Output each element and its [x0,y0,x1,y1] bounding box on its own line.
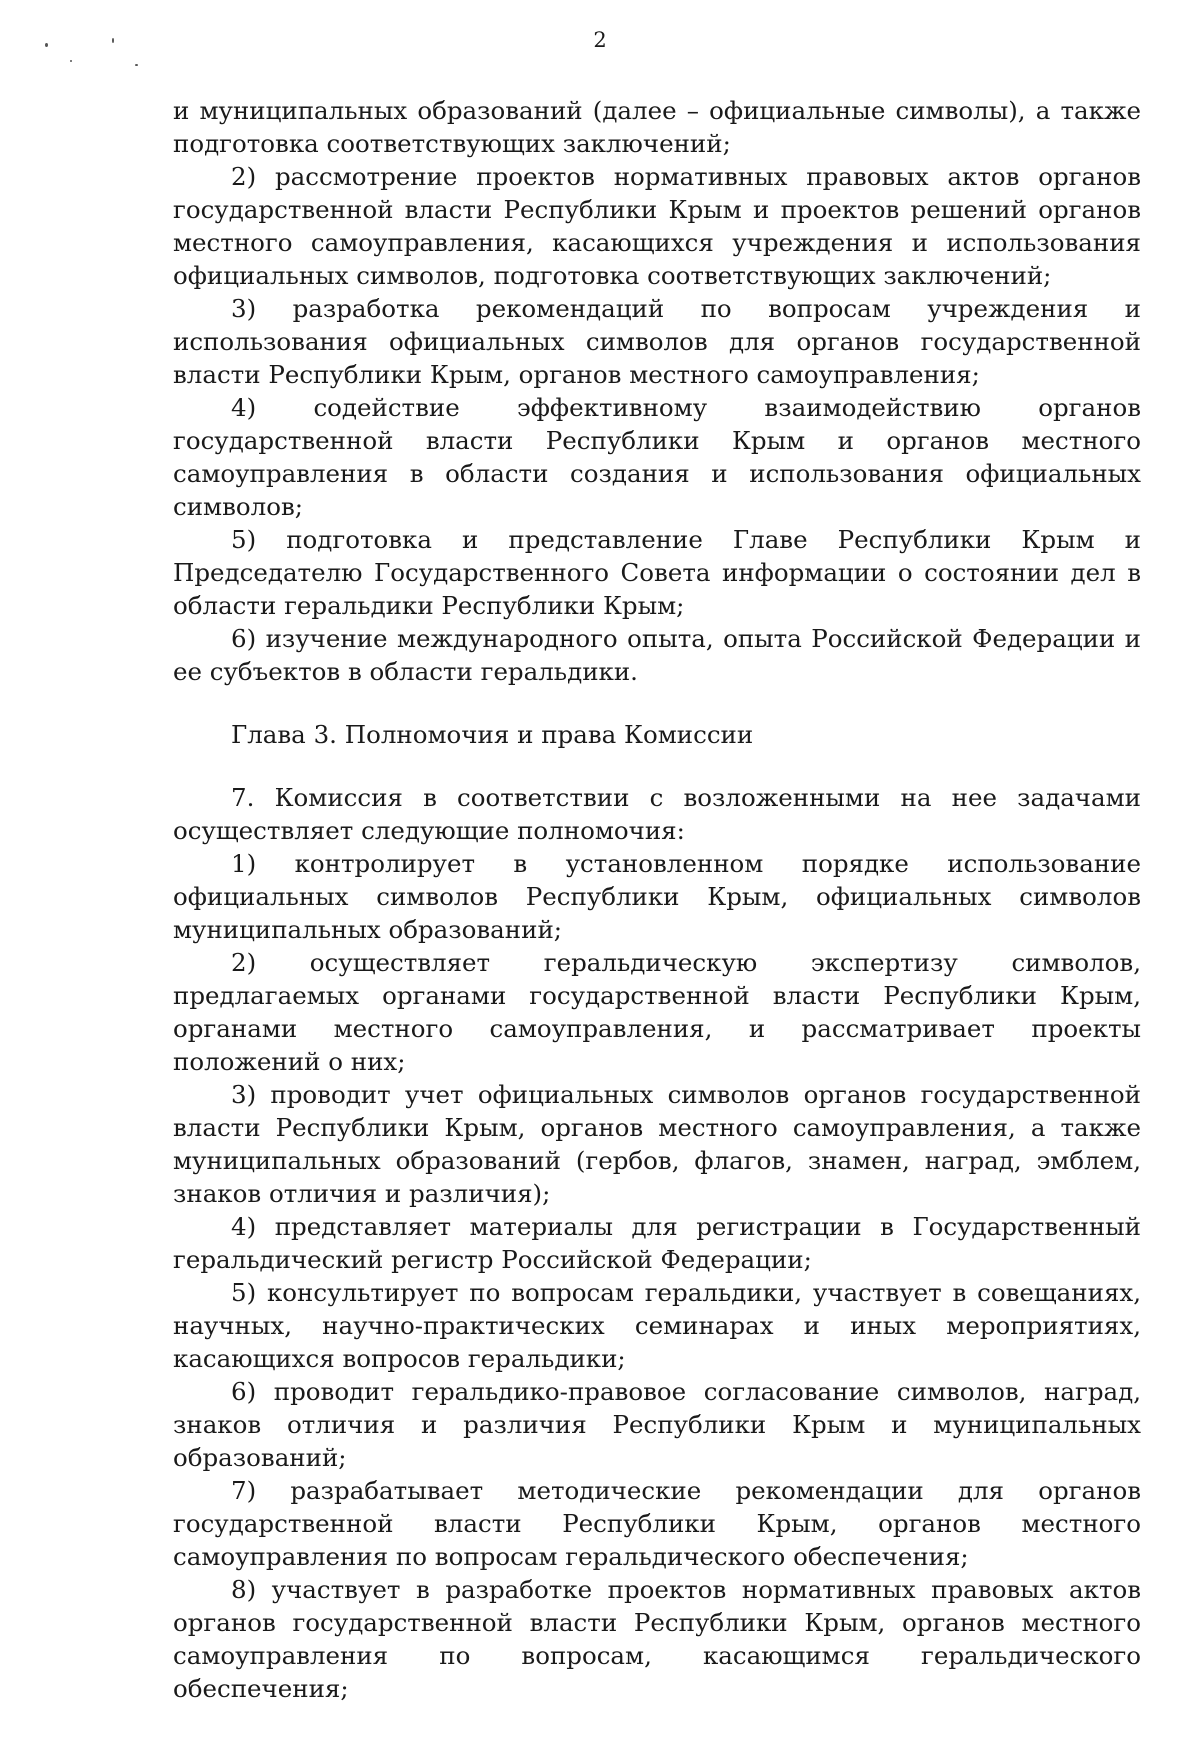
paragraph: 4) представляет материалы для регистрации в Государственный геральдический регистр Российской Федерации; [173,1212,1141,1274]
document-body [173,94,1141,1705]
paragraph: 5) консультирует по вопросам геральдики, участвует в совещаниях, научных, научно-практических семинарах и иных мероприятиях, касающихся вопросов геральдики; [173,1278,1141,1373]
paragraph: 4) содействие эффективному взаимодействию органов государственной власти Республики Крым и органов местного самоуправления в области создания и использования официальных символов; [173,393,1141,521]
paragraph: 7. Комиссия в соответствии с возложенными на нее задачами осуществляет следующие полномочия: [173,783,1141,845]
paragraph: и муниципальных образований (далее – официальные символы), а также подготовка соответствующих заключений; [173,96,1141,158]
paragraph: 7) разрабатывает методические рекомендации для органов государственной власти Республики Крым, органов местного самоуправления по вопросам геральдического обеспечения; [173,1476,1141,1571]
paragraph: 6) изучение международного опыта, опыта Российской Федерации и ее субъектов в области геральдики. [173,624,1141,686]
paragraph: 3) разработка рекомендаций по вопросам учреждения и использования официальных символов для органов государственной власти Республики Крым, органов местного самоуправления; [173,294,1141,389]
paragraph: 2) осуществляет геральдическую экспертизу символов, предлагаемых органами государственной власти Республики Крым, органами местного самоуправления, и рассматривает проекты положений о них; [173,948,1141,1076]
page-number: 2 [593,28,607,52]
paragraph: 6) проводит геральдико-правовое согласование символов, наград, знаков отличия и различия Республики Крым и муниципальных образований; [173,1377,1141,1472]
paragraph: 5) подготовка и представление Главе Республики Крым и Председателю Государственного Совета информации о состоянии дел в области геральдики Республики Крым; [173,525,1141,620]
scan-dot [135,64,138,66]
scan-dot [70,60,72,62]
paragraph: 1) контролирует в установленном порядке использование официальных символов Республики Крым, официальных символов муниципальных образований; [173,849,1141,944]
paragraph: 8) участвует в разработке проектов нормативных правовых актов органов государственной власти Республики Крым, органов местного самоуправления по вопросам, касающимся геральдического обеспечения; [173,1575,1141,1703]
paragraph: 2) рассмотрение проектов нормативных правовых актов органов государственной власти Республики Крым и проектов решений органов местного самоуправления, касающихся учреждения и использования официальных символов, подготовка соответствующих заключений; [173,162,1141,290]
paragraph: 3) проводит учет официальных символов органов государственной власти Республики Крым, органов местного самоуправления, а также муниципальных образований (гербов, флагов, знамен, наград, эмблем, знаков отличия и различия); [173,1080,1141,1208]
chapter-heading: Глава 3. Полномочия и права Комиссии [231,720,754,749]
